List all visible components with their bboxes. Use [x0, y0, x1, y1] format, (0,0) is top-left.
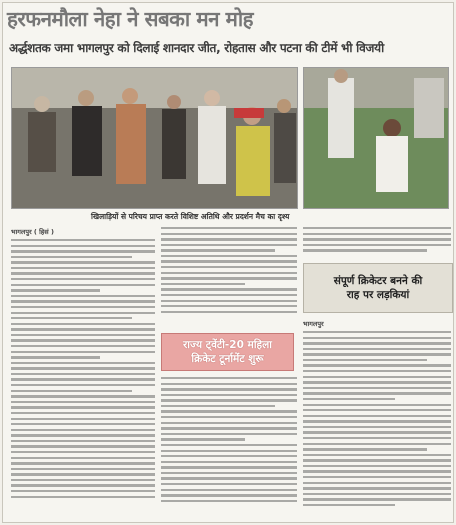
- match-photo: [303, 67, 449, 209]
- newspaper-clipping: [2, 2, 454, 523]
- article-column-1: [11, 227, 155, 523]
- subheadline: अर्द्धशतक जमा भागलपुर को दिलाई शानदार जीत, रोहतास और पटना की टीमें भी विजयी: [9, 41, 384, 55]
- article-column-3-bottom: [303, 319, 451, 523]
- article-column-2-top: [161, 227, 297, 327]
- sidebar-headline-line-1: संपूर्ण क्रिकेटर बनने की: [333, 275, 423, 287]
- pull-quote-line-1: राज्य ट्वेंटी-20 महिला: [183, 339, 272, 351]
- event-photo: [11, 67, 298, 209]
- photo-caption: खिलाड़ियों से परिचय प्राप्त करते विशिष्ट अतिथि और प्रदर्शन मैच का दृश्य: [91, 212, 290, 221]
- article-column-2-bottom: [161, 377, 297, 523]
- event-photo-image: [12, 68, 298, 209]
- pull-quote-box: [161, 333, 294, 371]
- column3-dateline: भागलपुर: [303, 320, 324, 328]
- column1-dateline: भागलपुर ( हिसं ): [11, 228, 54, 236]
- article-column-3-top: [303, 227, 451, 259]
- headline: हरफनमौला नेहा ने सबका मन मोह: [7, 7, 254, 31]
- match-photo-image: [304, 68, 449, 209]
- sidebar-headline-line-2: राह पर लड़कियां: [346, 289, 410, 301]
- sidebar-headline-box: [303, 263, 453, 313]
- pull-quote-line-2: क्रिकेट टूर्नामेंट शुरू: [191, 353, 264, 365]
